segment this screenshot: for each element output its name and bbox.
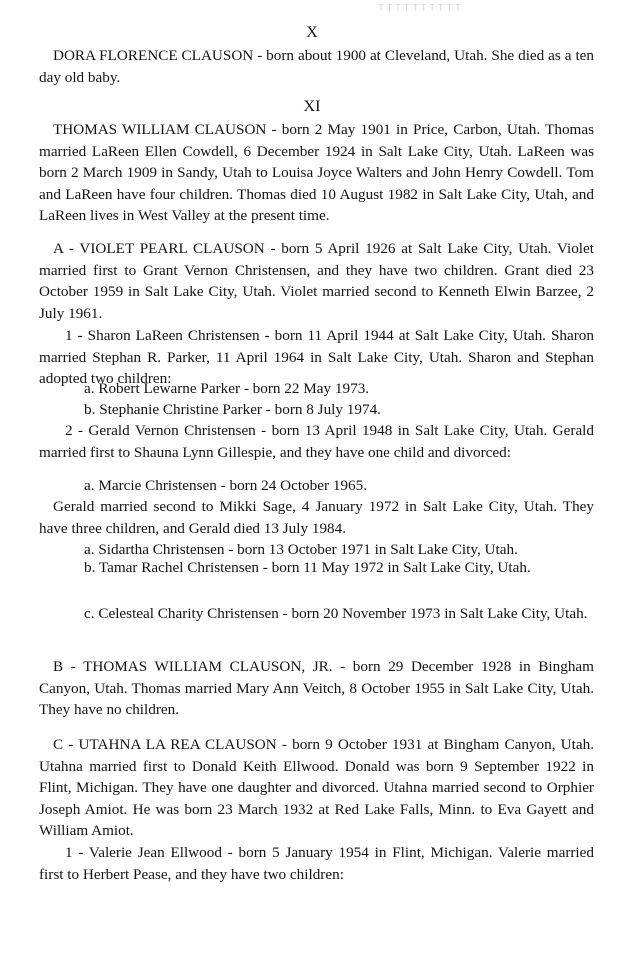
child-entry-celesteal-christensen: c. Celesteal Charity Christensen - born 20 November 1973 in Salt Lake City, Utah. bbox=[84, 605, 588, 622]
paragraph-gerald-second-marriage: Gerald married second to Mikki Sage, 4 January 1972 in Salt Lake City, Utah. They have three children, and Gerald died 13 July 1984. bbox=[39, 498, 594, 537]
section-heading-xi: XI bbox=[303, 98, 321, 115]
paragraph-gerald-christensen: 2 - Gerald Vernon Christensen - born 13 April 1948 in Salt Lake City, Utah. Gerald married first to Shauna Lynn Gillespie, and they have one child and divorced: bbox=[39, 422, 594, 461]
paragraph-utahna-la-rea-clauson: C - UTAHNA LA REA CLAUSON - born 9 October 1931 at Bingham Canyon, Utah. Utahna married first to Donald Keith Ellwood. Donald was born 9 September 1922 in Flint, Michigan. They have one daughter and divorced. Utahna married second to Orphier Joseph Amiot. He was born 23 March 1932 at Red Lake Falls, Minn. to Eva Gayett and William Amiot. bbox=[39, 736, 594, 840]
paragraph-thomas-william-clauson: THOMAS WILLIAM CLAUSON - born 2 May 1901 in Price, Carbon, Utah. Thomas married LaReen Ellen Cowdell, 6 December 1924 in Salt Lake City, Utah. LaReen was born 2 March 1909 in Sandy, Utah to Louisa Joyce Walters and John Henry Cowdell. Tom and LaReen have four children. Thomas died 10 August 1982 in Salt Lake City, Utah, and LaReen lives in West Valley at the present time. bbox=[39, 121, 594, 225]
section-heading-x: X bbox=[306, 24, 318, 41]
child-entry-marcie-christensen: a. Marcie Christensen - born 24 October 1965. bbox=[84, 477, 368, 494]
paragraph-thomas-william-clauson-jr: B - THOMAS WILLIAM CLAUSON, JR. - born 29 December 1928 in Bingham Canyon, Utah. Thomas married Mary Ann Veitch, 8 October 1955 in Salt Lake City, Utah. They have no children. bbox=[39, 658, 594, 719]
child-entry-robert-parker: a. Robert Lewarne Parker - born 22 May 1973. bbox=[84, 380, 370, 397]
paragraph-violet-pearl-clauson: A - VIOLET PEARL CLAUSON - born 5 April 1926 at Salt Lake City, Utah. Violet married first to Grant Vernon Christensen, and they have two children. Grant died 23 October 1959 in Salt Lake City, Utah. Violet married second to Kenneth Elwin Barzee, 2 July 1961. bbox=[39, 240, 594, 322]
paragraph-sharon-christensen: 1 - Sharon LaReen Christensen - born 11 April 1944 at Salt Lake City, Utah. Sharon married Stephan R. Parker, 11 April 1964 in Salt Lake City, Utah. Sharon and Stephan adopted two children: bbox=[39, 327, 594, 388]
child-entry-stephanie-parker: b. Stephanie Christine Parker - born 8 July 1974. bbox=[84, 401, 381, 418]
paragraph-valerie-ellwood: 1 - Valerie Jean Ellwood - born 5 January 1954 in Flint, Michigan. Valerie married first to Herbert Pease, and they have two children: bbox=[39, 844, 594, 883]
paragraph-dora-clauson: DORA FLORENCE CLAUSON - born about 1900 at Cleveland, Utah. She died as a ten day old baby. bbox=[39, 47, 594, 86]
child-entry-sidartha-christensen: a. Sidartha Christensen - born 13 October 1971 in Salt Lake City, Utah. bbox=[84, 541, 518, 558]
bleed-through-text: T T T T T T T T T T bbox=[378, 3, 461, 14]
child-entry-tamar-christensen: b. Tamar Rachel Christensen - born 11 May 1972 in Salt Lake City, Utah. bbox=[84, 559, 531, 576]
